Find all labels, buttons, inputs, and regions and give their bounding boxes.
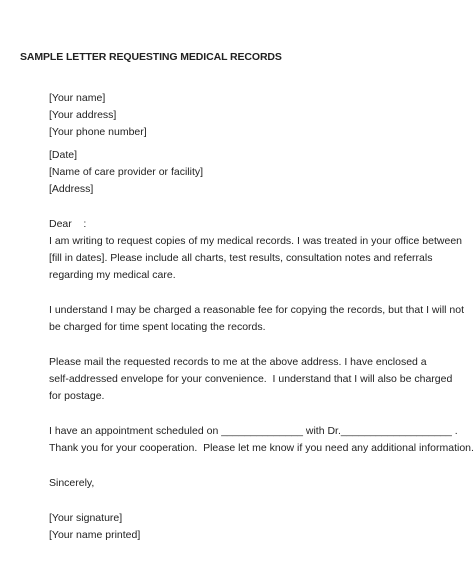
letter-body [49, 90, 474, 544]
sender-block [49, 90, 467, 141]
paragraph-3 [49, 354, 467, 405]
paragraph-line: be charged for time spent locating the records. [49, 321, 266, 333]
paragraph-line: I have an appointment scheduled on ______________ with Dr.___________________ . [49, 425, 458, 437]
paragraph-line: Please mail the requested records to me at the above address. I have enclosed a [49, 356, 427, 368]
signature-block [49, 510, 467, 544]
paragraph-1 [49, 233, 467, 284]
signature-line: [Your signature] [49, 512, 123, 524]
letter-title: SAMPLE LETTER REQUESTING MEDICAL RECORDS [20, 51, 282, 63]
paragraph-4 [49, 423, 474, 457]
paragraph-line: I understand I may be charged a reasonable fee for copying the records, but that I will not [49, 304, 464, 316]
letter-date: [Date] [49, 149, 78, 161]
paragraph-line: regarding my medical care. [49, 269, 176, 281]
paragraph-line: self-addressed envelope for your convenience. I understand that I will also be charged [49, 373, 453, 385]
printed-name-line: [Your name printed] [49, 529, 141, 541]
recipient-address: [Address] [49, 183, 94, 195]
paragraph-2 [49, 302, 467, 336]
recipient-provider: [Name of care provider or facility] [49, 166, 204, 178]
paragraph-line: [fill in dates]. Please include all charts, test results, consultation notes and referrals [49, 252, 433, 264]
recipient-block [49, 147, 467, 198]
paragraph-line: Thank you for your cooperation. Please let me know if you need any additional information. [49, 442, 474, 454]
paragraph-line: I am writing to request copies of my medical records. I was treated in your office between [49, 235, 462, 247]
closing: Sincerely, [49, 477, 95, 489]
sender-address: [Your address] [49, 109, 117, 121]
sender-phone: [Your phone number] [49, 126, 147, 138]
sender-name: [Your name] [49, 92, 106, 104]
salutation: Dear : [49, 218, 87, 230]
paragraph-line: for postage. [49, 390, 105, 402]
